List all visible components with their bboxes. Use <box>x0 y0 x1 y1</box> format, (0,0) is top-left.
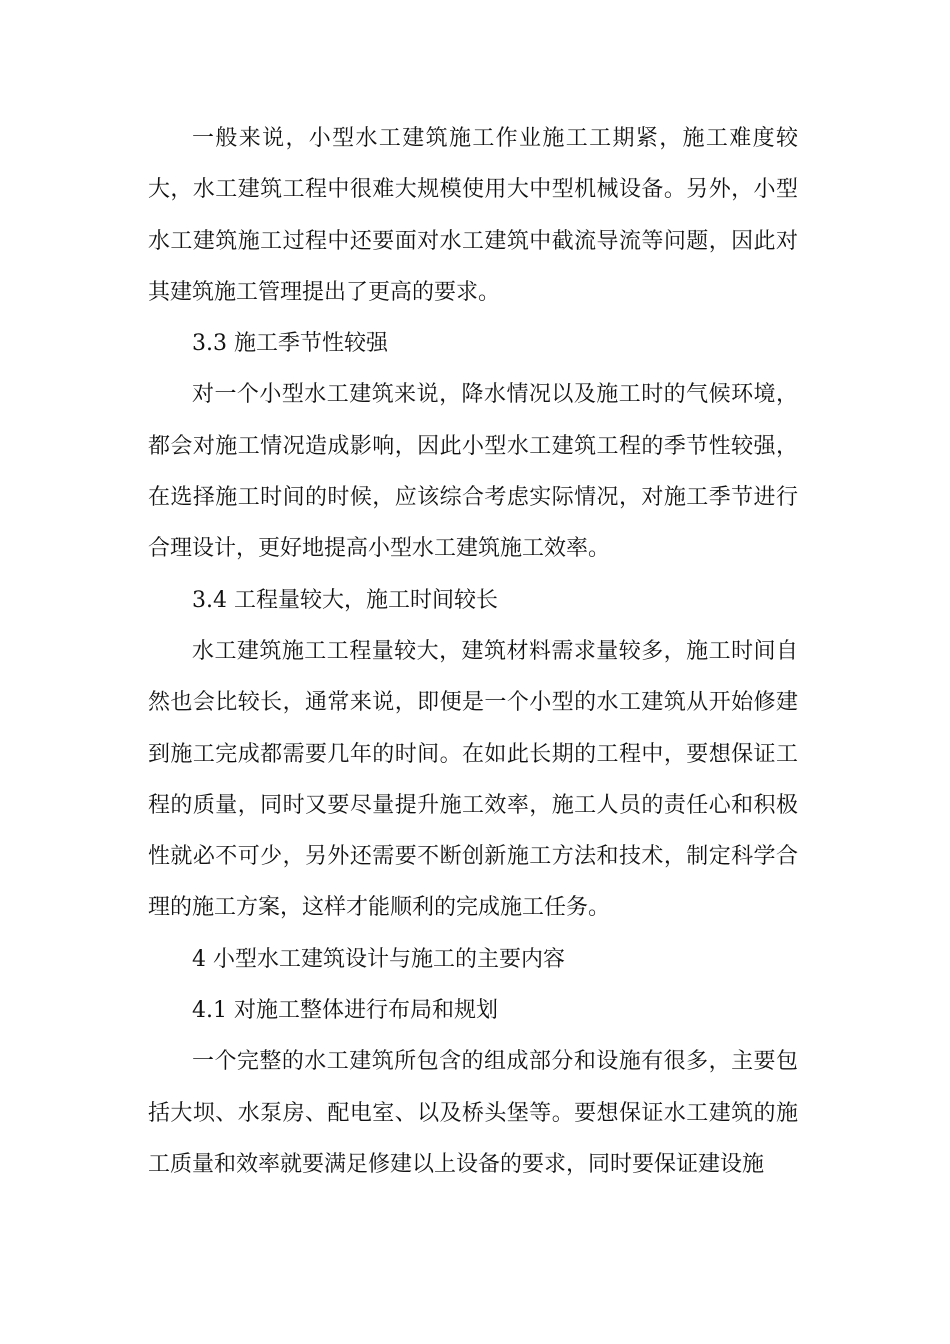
paragraph-workload: 水工建筑施工工程量较大，建筑材料需求量较多，施工时间自然也会比较长，通常来说，即便是一个小型的水工建筑从开始修建到施工完成都需要几年的时间。在如此长期的工程中，要想保证工程的质量，同时又要尽量提升施工效率，施工人员的责任心和积极性就必不可少，另外还需要不断创新施工方法和技术，制定科学合理的施工方案，这样才能顺利的完成施工任务。 <box>148 638 798 921</box>
paragraph-seasonality: 对一个小型水工建筑来说，降水情况以及施工时的气候环境，都会对施工情况造成影响，因此小型水工建筑工程的季节性较强，在选择施工时间的时候，应该综合考虑实际情况，对施工季节进行合理设计，更好地提高小型水工建筑施工效率。 <box>148 382 798 562</box>
heading-3-3: 3.3 施工季节性较强 <box>192 331 388 357</box>
document-body <box>148 113 798 1190</box>
heading-3-4: 3.4 工程量较大，施工时间较长 <box>192 587 498 613</box>
paragraph-intro: 一般来说，小型水工建筑施工作业施工工期紧，施工难度较大，水工建筑工程中很难大规模使用大中型机械设备。另外，小型水工建筑施工过程中还要面对水工建筑中截流导流等问题，因此对其建筑施工管理提出了更高的要求。 <box>148 126 798 305</box>
heading-4: 4 小型水工建筑设计与施工的主要内容 <box>192 946 565 972</box>
heading-4-1: 4.1 对施工整体进行布局和规划 <box>192 998 498 1024</box>
paragraph-layout-planning: 一个完整的水工建筑所包含的组成部分和设施有很多，主要包括大坝、水泵房、配电室、以及桥头堡等。要想保证水工建筑的施工质量和效率就要满足修建以上设备的要求，同时要保证建设施 <box>148 1049 798 1177</box>
